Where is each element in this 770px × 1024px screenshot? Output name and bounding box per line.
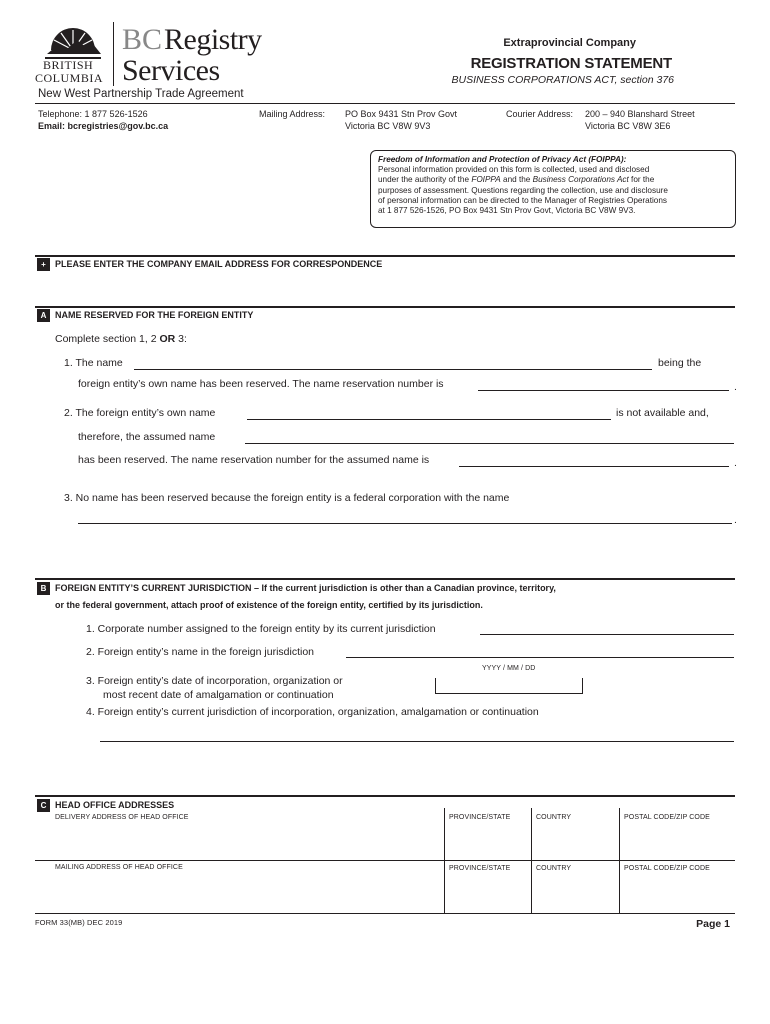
a-item1-name-input[interactable]	[134, 355, 652, 370]
foippa-line2: under the authority of the FOIPPA and the Business Corporations Act for the	[378, 175, 655, 185]
c-delivery-country-field[interactable]	[532, 822, 618, 860]
trade-agreement: New West Partnership Trade Agreement	[38, 88, 244, 100]
c-mailing-address-field[interactable]	[35, 874, 443, 912]
b-item3-line1: 3. Foreign entity’s date of incorporation, organization or	[86, 675, 343, 687]
company-email-input[interactable]	[55, 276, 733, 290]
c-mailing-country-field[interactable]	[532, 874, 618, 912]
section-a-rule	[35, 306, 735, 308]
c-delivery-country-label: COUNTRY	[536, 814, 572, 821]
form-act: BUSINESS CORPORATIONS ACT, section 376	[451, 74, 674, 86]
c-mailing-province-label: PROVINCE/STATE	[449, 865, 511, 872]
section-b-title-line1: FOREIGN ENTITY’S CURRENT JURISDICTION – If the current jurisdiction is other than a Canadian province, territory,	[55, 583, 556, 593]
b-item1-label: 1. Corporate number assigned to the foreign entity by its current jurisdiction	[86, 623, 436, 635]
email-section-title: PLEASE ENTER THE COMPANY EMAIL ADDRESS FOR CORRESPONDENCE	[55, 259, 383, 269]
a-item1-line2: foreign entity’s own name has been reserved. The name reservation number is	[78, 378, 444, 390]
c-mailing-province-field[interactable]	[445, 874, 530, 912]
header-rule	[35, 103, 735, 104]
a-item1-reservation-input[interactable]	[478, 376, 729, 391]
foippa-line4: of personal information can be directed to the Manager of Registries Operations	[378, 195, 667, 205]
c-delivery-province-field[interactable]	[445, 822, 530, 860]
c-delivery-postal-label: POSTAL CODE/ZIP CODE	[624, 814, 710, 821]
logo-brand-registry: Registry	[164, 23, 262, 56]
b-item4-label: 4. Foreign entity’s current jurisdiction of incorporation, organization, amalgamation or continuation	[86, 706, 539, 718]
foippa-line3: purposes of assessment. Questions regarding the collection, use and disclosure	[378, 185, 668, 195]
section-b-rule	[35, 578, 735, 580]
foippa-notice	[370, 150, 736, 228]
section-b-title-line2: or the federal government, attach proof of existence of the foreign entity, certified by its jurisdiction.	[55, 600, 483, 610]
section-c-rule	[35, 795, 735, 797]
section-c-badge: C	[37, 799, 50, 812]
a-item2-own-name-input[interactable]	[247, 405, 611, 420]
c-delivery-postal-field[interactable]	[620, 822, 734, 860]
courier-address-line1: 200 – 940 Blanshard Street	[585, 109, 695, 119]
c-delivery-province-label: PROVINCE/STATE	[449, 814, 511, 821]
foippa-line1: Personal information provided on this form is collected, used and disclosed	[378, 165, 650, 175]
c-mailing-country-label: COUNTRY	[536, 865, 572, 872]
a-item1-period: .	[734, 381, 737, 393]
a-item1-label: 1. The name	[64, 357, 123, 369]
a-item3-federal-name-input[interactable]	[78, 509, 732, 524]
courier-address-label: Courier Address:	[506, 109, 574, 119]
section-b-badge: B	[37, 582, 50, 595]
a-item1-suffix: being the	[658, 357, 702, 369]
logo-province-line2: COLUMBIA	[35, 71, 104, 85]
c-bottom-rule	[35, 913, 735, 914]
bc-mountain-sun-icon	[41, 20, 105, 60]
contact-telephone: Telephone: 1 877 526-1526	[38, 109, 148, 119]
mailing-address-line1: PO Box 9431 Stn Prov Govt	[345, 109, 458, 119]
a-item2-label: 2. The foreign entity’s own name	[64, 407, 216, 419]
logo-province-line1: BRITISH	[43, 58, 94, 72]
section-a-title: NAME RESERVED FOR THE FOREIGN ENTITY	[55, 310, 254, 320]
footer-form-id: FORM 33(MB) DEC 2019	[35, 918, 123, 927]
b-date-field[interactable]	[435, 678, 583, 694]
c-mailing-label: MAILING ADDRESS OF HEAD OFFICE	[55, 864, 183, 871]
section-c-title: HEAD OFFICE ADDRESSES	[55, 800, 175, 810]
foippa-line5: at 1 877 526-1526, PO Box 9431 Stn Prov Govt, Victoria BC V8W 9V3.	[378, 206, 636, 216]
a-item2-reservation-input[interactable]	[459, 452, 729, 467]
a-item2-suffix: is not available and,	[616, 407, 709, 419]
b-foreign-name-input[interactable]	[346, 643, 734, 658]
section-a-badge: A	[37, 309, 50, 322]
b-item3-line2: most recent date of amalgamation or continuation	[103, 689, 334, 701]
courier-address-line2: Victoria BC V8W 3E6	[585, 121, 671, 131]
a-item2-line2: therefore, the assumed name	[78, 431, 216, 443]
c-row-divider	[35, 860, 735, 861]
form-title: REGISTRATION STATEMENT	[470, 55, 672, 72]
bc-logo	[35, 20, 260, 88]
a-item2-period: .	[734, 457, 737, 469]
form-category: Extraprovincial Company	[503, 37, 636, 49]
logo-brand-services: Services	[122, 54, 220, 87]
b-date-format: YYYY / MM / DD	[482, 665, 536, 672]
mailing-address-line2: Victoria BC V8W 9V3	[345, 121, 431, 131]
b-corporate-number-input[interactable]	[480, 620, 734, 635]
foippa-title: Freedom of Information and Protection of Privacy Act (FOIPPA):	[378, 155, 627, 164]
a-item3-label: 3. No name has been reserved because the foreign entity is a federal corporation with the name	[64, 492, 510, 504]
mailing-address-label: Mailing Address:	[259, 109, 326, 119]
c-delivery-label: DELIVERY ADDRESS OF HEAD OFFICE	[55, 814, 189, 821]
a-item3-period: .	[734, 514, 737, 526]
c-delivery-address-field[interactable]	[35, 822, 443, 860]
logo-divider	[113, 22, 114, 86]
a-item2-line3: has been reserved. The name reservation number for the assumed name is	[78, 454, 430, 466]
email-section-badge: +	[37, 258, 50, 271]
b-item2-label: 2. Foreign entity’s name in the foreign jurisdiction	[86, 646, 315, 658]
logo-brand-bc: BC	[122, 23, 163, 56]
email-section-rule	[35, 255, 735, 257]
c-mailing-postal-field[interactable]	[620, 874, 734, 912]
contact-email: Email: bcregistries@gov.bc.ca	[38, 121, 169, 131]
c-mailing-postal-label: POSTAL CODE/ZIP CODE	[624, 865, 710, 872]
footer-page-number: Page 1	[696, 918, 730, 930]
a-item2-assumed-name-input[interactable]	[245, 429, 734, 444]
section-a-intro: Complete section 1, 2 OR 3:	[55, 333, 187, 345]
b-jurisdiction-input[interactable]	[100, 727, 734, 742]
